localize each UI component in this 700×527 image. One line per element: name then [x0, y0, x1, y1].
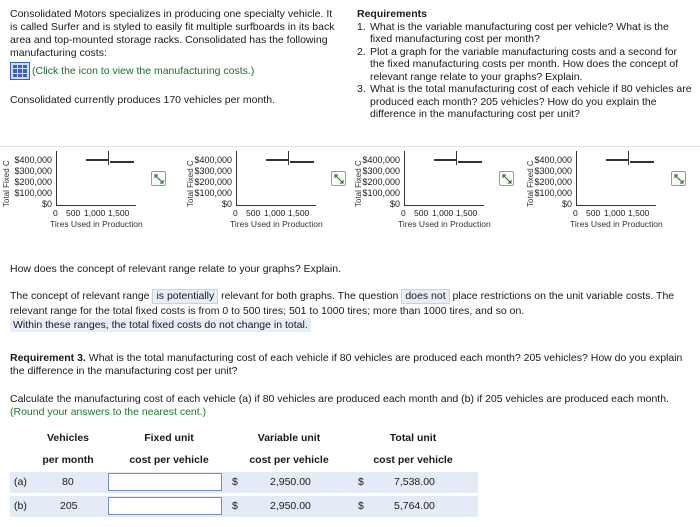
cost-step-riser	[628, 151, 629, 165]
x-tick-label: 1,000	[432, 208, 454, 218]
production-text: Consolidated currently produces 170 vehicles per month.	[10, 94, 275, 106]
cost-step-line	[266, 159, 288, 161]
cost-step-line	[434, 159, 456, 161]
x-axis-label: Tires Used in Production	[570, 219, 663, 229]
header-variable: Variable unit	[257, 432, 321, 444]
problem-intro	[10, 8, 340, 107]
answer-dropdown-2[interactable]: does not	[401, 289, 449, 304]
y-tick-label: $100,000	[14, 188, 52, 198]
requirements-title: Requirements	[357, 8, 428, 20]
x-tick-label: 500	[414, 208, 429, 218]
header-total-2: cost per vehicle	[373, 454, 453, 466]
x-axis	[236, 205, 316, 206]
y-axis	[236, 151, 237, 205]
header-per-month: per month	[42, 454, 94, 466]
x-tick-label: 500	[246, 208, 261, 218]
relevant-range-answer: The concept of relevant range is potentially relevant for both graphs. The question does not place restrictions on the unit variable costs. The relevant range for the total fixed costs is from 0 to 500 tires; 501 to 1000 tires; more than 1000 tires, and so on. Within these ranges, the total fixed costs do not change in total.	[10, 290, 675, 331]
cost-step-line	[458, 161, 482, 163]
expand-graph-icon[interactable]	[671, 171, 686, 186]
x-tick-label: 500	[66, 208, 81, 218]
y-axis	[576, 151, 577, 205]
cost-step-riser	[108, 151, 109, 165]
y-axis-label: Total Fixed C	[2, 160, 11, 207]
x-axis	[576, 205, 656, 206]
y-tick-label: $200,000	[14, 177, 52, 187]
y-tick-label: $400,000	[362, 155, 400, 165]
cost-step-line	[630, 161, 654, 163]
y-axis-label: Total Fixed C	[354, 160, 363, 207]
cost-step-line	[290, 161, 314, 163]
graph-options	[0, 146, 700, 230]
y-tick-label: $100,000	[534, 188, 572, 198]
x-tick-label: 1,000	[84, 208, 106, 218]
requirement-item: 2. Plot a graph for the variable manufacturing costs and a second for the fixed manufacturing costs per month. How does the concept of relevant range relate to your graphs? Explain.	[357, 45, 679, 83]
x-axis	[404, 205, 484, 206]
cost-step-riser	[288, 151, 289, 165]
x-tick-label: 1,000	[604, 208, 626, 218]
x-tick-label: 0	[573, 208, 578, 218]
header-vehicles: Vehicles	[46, 432, 90, 444]
requirements-panel	[357, 8, 693, 121]
y-axis-label: Total Fixed C	[526, 160, 535, 207]
header-variable-2: cost per vehicle	[249, 454, 329, 466]
y-tick-label: $400,000	[194, 155, 232, 165]
requirement-3: Requirement 3. What is the total manufacturing cost of each vehicle if 80 vehicles are produced each month? 205 vehicles? How do you explain the difference in the manufacturing cost per unit?	[10, 352, 683, 377]
y-axis-label: Total Fixed C	[186, 160, 195, 207]
costs-link-text[interactable]: (Click the icon to view the manufacturing costs.)	[32, 64, 255, 77]
expand-graph-icon[interactable]	[331, 171, 346, 186]
y-tick-label: $100,000	[362, 188, 400, 198]
y-tick-label: $300,000	[14, 166, 52, 176]
header-fixed: Fixed unit	[144, 432, 194, 444]
x-tick-label: 1,500	[456, 208, 478, 218]
header-fixed-2: cost per vehicle	[129, 454, 209, 466]
y-axis	[404, 151, 405, 205]
x-tick-label: 0	[53, 208, 58, 218]
y-tick-label: $200,000	[362, 177, 400, 187]
graph-option-1[interactable]	[0, 147, 175, 231]
relevant-range-question: How does the concept of relevant range relate to your graphs? Explain.	[10, 263, 341, 275]
requirement-item: 1. What is the variable manufacturing cost per vehicle? What is the fixed manufacturing cost per month?	[357, 20, 669, 45]
fixed-cost-input-a[interactable]	[108, 473, 222, 491]
y-tick-label: $300,000	[194, 166, 232, 176]
answer-dropdown-1[interactable]: is potentially	[152, 289, 218, 304]
y-tick-label: $0	[221, 199, 232, 209]
requirements-list	[357, 21, 693, 121]
y-tick-label: $0	[561, 199, 572, 209]
x-axis-label: Tires Used in Production	[398, 219, 491, 229]
answer-dropdown-3[interactable]: Within these ranges, the total fixed costs do not change in total.	[10, 318, 311, 332]
y-tick-label: $200,000	[194, 177, 232, 187]
x-tick-label: 1,500	[288, 208, 310, 218]
y-tick-label: $400,000	[14, 155, 52, 165]
x-tick-label: 0	[401, 208, 406, 218]
cost-step-riser	[456, 151, 457, 165]
y-tick-label: $0	[389, 199, 400, 209]
x-tick-label: 1,500	[108, 208, 130, 218]
x-tick-label: 1,000	[264, 208, 286, 218]
y-tick-label: $300,000	[534, 166, 572, 176]
expand-graph-icon[interactable]	[151, 171, 166, 186]
calc-instructions: Calculate the manufacturing cost of each vehicle (a) if 80 vehicles are produced each month and (b) if 205 vehicles are produced each month. (Round your answers to the nearest cent.)	[10, 393, 669, 418]
costs-link[interactable]	[10, 62, 340, 80]
x-axis-label: Tires Used in Production	[50, 219, 143, 229]
cost-step-line	[110, 161, 134, 163]
y-tick-label: $0	[41, 199, 52, 209]
x-axis-label: Tires Used in Production	[230, 219, 323, 229]
y-tick-label: $400,000	[534, 155, 572, 165]
graph-option-3[interactable]	[348, 147, 523, 231]
x-tick-label: 500	[586, 208, 601, 218]
y-tick-label: $100,000	[194, 188, 232, 198]
requirement-item: 3. What is the total manufacturing cost of each vehicle if 80 vehicles are produced each month? 205 vehicles? How do you explain the difference in the manufacturing cost per unit?	[357, 83, 692, 120]
cost-step-line	[606, 159, 628, 161]
graph-option-2[interactable]	[180, 147, 355, 231]
x-tick-label: 0	[233, 208, 238, 218]
fixed-cost-input-b[interactable]	[108, 497, 222, 515]
y-axis	[56, 151, 57, 205]
y-tick-label: $300,000	[362, 166, 400, 176]
intro-paragraph: Consolidated Motors specializes in producing one specialty vehicle. It is called Surfer and is styled to easily fit multiple surfboards in its back area and top-mounted storage racks. Consolidated has the following manufacturing costs:	[10, 8, 335, 59]
graph-option-4[interactable]	[520, 147, 695, 231]
x-axis	[56, 205, 136, 206]
header-total: Total unit	[389, 432, 437, 444]
y-tick-label: $200,000	[534, 177, 572, 187]
expand-graph-icon[interactable]	[499, 171, 514, 186]
rounding-hint: (Round your answers to the nearest cent.)	[10, 406, 207, 418]
cost-step-line	[86, 159, 108, 161]
table-grid-icon[interactable]	[10, 62, 30, 80]
x-tick-label: 1,500	[628, 208, 650, 218]
